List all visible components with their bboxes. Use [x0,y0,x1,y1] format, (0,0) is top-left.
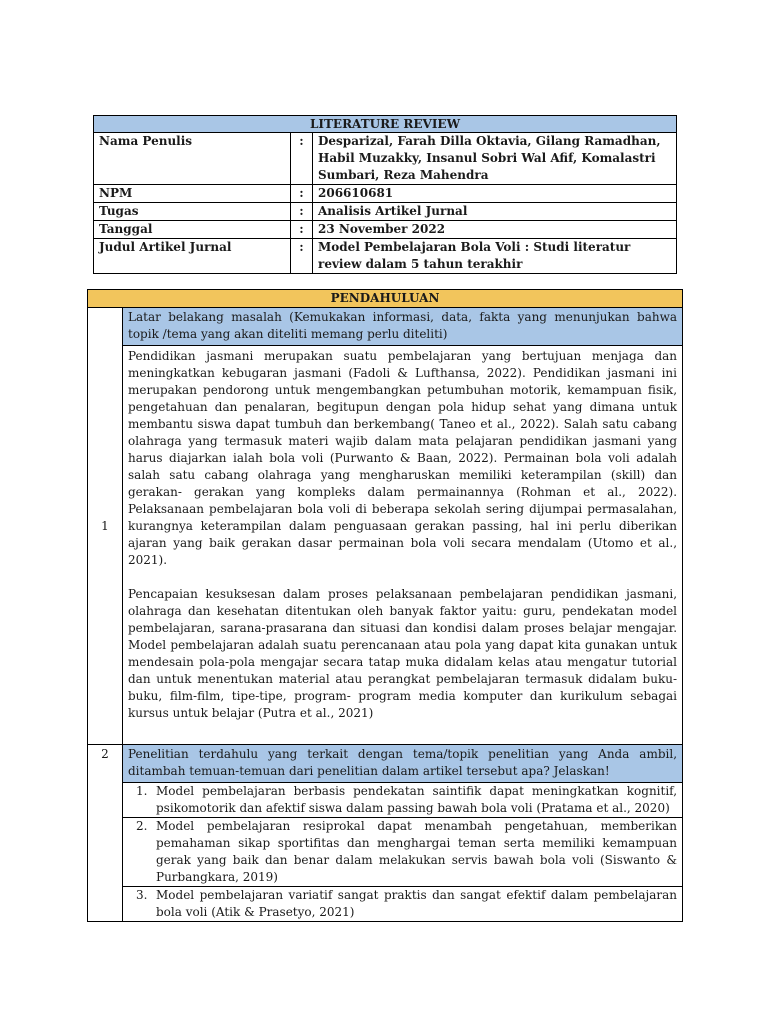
literature-review-table [93,115,677,274]
section-number: 1 [88,308,123,745]
section-number: 2 [88,745,123,922]
info-value: 206610681 [313,185,677,203]
info-value: Desparizal, Farah Dilla Oktavia, Gilang Ramadhan, Habil Muzakky, Insanul Sobri Wal Afif, Komalastri Sumbari, Reza Mahendra [313,133,677,185]
info-colon: : [291,203,313,221]
pendahuluan-table [87,289,683,922]
info-label: Nama Penulis [94,133,291,185]
section-question: Latar belakang masalah (Kemukakan informasi, data, fakta yang menunjukan bahwa topik /tema yang akan diteliti memang perlu diteliti) [123,308,683,346]
list-item-text: Model pembelajaran variatif sangat praktis dan sangat efektif dalam pembelajaran bola voli (Atik & Prasetyo, 2021) [156,888,678,919]
list-item [88,818,683,887]
info-row-nama-penulis [94,133,677,185]
section-answer [123,346,683,745]
list-item-number: 1. [136,784,148,798]
list-item-text: Model pembelajaran berbasis pendekatan saintifik dapat meningkatkan kognitif, psikomotorik dan afektif siswa dalam passing bawah bola voli (Pratama et al., 2020) [156,784,678,815]
literature-review-title: LITERATURE REVIEW [94,116,677,133]
section-1-question-row [88,308,683,346]
info-value: 23 November 2022 [313,221,677,239]
list-item-text: Model pembelajaran resiprokal dapat menambah pengetahuan, memberikan pemahaman sikap sportifitas dan menghargai teman serta memiliki kemampuan gerak yang baik dan benar dalam melakukan servis bawah bola voli (Siswanto & Purbangkara, 2019) [156,819,678,884]
section-question: Penelitian terdahulu yang terkait dengan tema/topik penelitian yang Anda ambil, ditambah temuan-temuan dari penelitian dalam artikel tersebut apa? Jelaskan! [123,745,683,783]
info-label: Tanggal [94,221,291,239]
info-row-tanggal [94,221,677,239]
info-label: NPM [94,185,291,203]
info-label: Judul Artikel Jurnal [94,239,291,274]
pendahuluan-title: PENDAHULUAN [88,290,683,308]
info-colon: : [291,185,313,203]
list-item [88,887,683,922]
info-row-tugas [94,203,677,221]
info-value: Model Pembelajaran Bola Voli : Studi literatur review dalam 5 tahun terakhir [313,239,677,274]
info-colon: : [291,221,313,239]
list-item-number: 3. [136,888,148,902]
answer-paragraph: Pencapaian kesuksesan dalam proses pelaksanaan pembelajaran pendidikan jasmani, olahraga dan kesehatan ditentukan oleh banyak faktor yaitu: guru, pendekatan model pembelajaran, sarana-prasarana dan situasi dan kondisi dalam proses belajar mengajar. Model pembelajaran adalah suatu perencanaan atau pola yang dapat kita gunakan untuk mendesain pola-pola mengajar secara tatap muka didalam kelas atau mengatur tutorial dan untuk menentukan material atau perangkat pembelajaran termasuk didalam buku-buku, film-film, tipe-tipe, program- program media komputer dan kurikulum sebagai kursus untuk belajar (Putra et al., 2021) [128,587,678,720]
info-colon: : [291,133,313,185]
info-row-npm [94,185,677,203]
info-label: Tugas [94,203,291,221]
section-1-body-row [88,346,683,745]
list-item-number: 2. [136,819,148,833]
info-colon: : [291,239,313,274]
list-item [88,783,683,818]
info-row-judul-artikel [94,239,677,274]
section-2-question-row [88,745,683,783]
answer-paragraph: Pendidikan jasmani merupakan suatu pembelajaran yang bertujuan menjaga dan meningkatkan kebugaran jasmani (Fadoli & Lufthansa, 2022). Pendidikan jasmani ini merupakan pendorong untuk mengembangkan petumbuhan motorik, kemampuan fisik, pengetahuan dan penalaran, begitupun dengan pola hidup sehat yang dimana untuk membantu siswa dapat tumbuh dan berkembang( Taneo et al., 2022). Salah satu cabang olahraga yang termasuk materi wajib dalam mata pelajaran pendidikan jasmani yang harus diajarkan ialah bola voli (Purwanto & Baan, 2022). Permainan bola voli adalah salah satu cabang olahraga yang mengharuskan memiliki keterampilan (skill) dan gerakan- gerakan yang kompleks dalam permainannya (Rohman et al., 2022). Pelaksanaan pembelajaran bola voli di beberapa sekolah sering dijumpai permasalahan, kurangnya keterampilan dalam penguasaan gerakan passing, hal ini perlu diberikan ajaran yang baik gerakan dasar permainan bola voli secara mendalam (Utomo et al., 2021). [128,349,678,567]
info-value: Analisis Artikel Jurnal [313,203,677,221]
